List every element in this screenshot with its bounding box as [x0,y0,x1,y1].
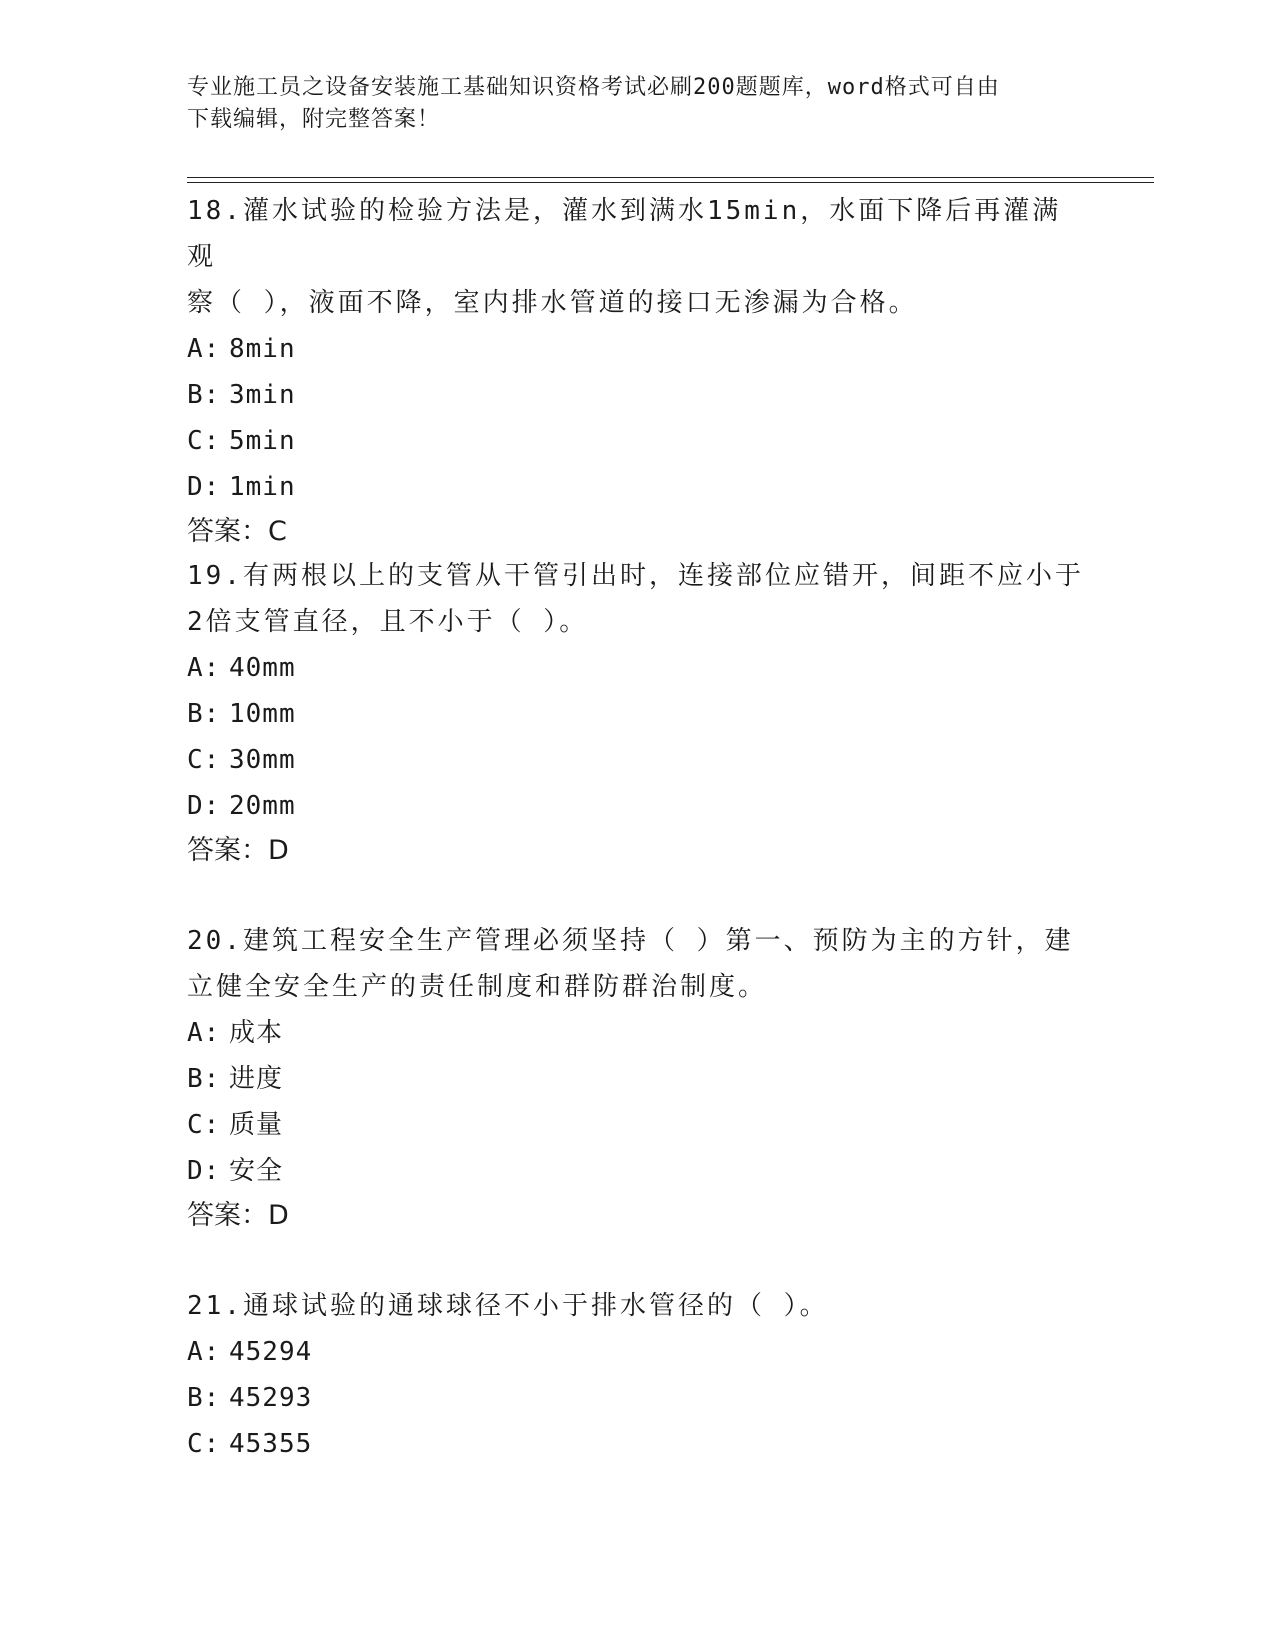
question-stem-line: 21.通球试验的通球球径不小于排水管径的（ ）。 [187,1291,829,1321]
option-text: 8min [229,334,296,364]
option-text: 30mm [229,745,296,775]
question-19 [187,553,1087,873]
question-stem-line: 立健全安全生产的责任制度和群防群治制度。 [187,972,768,1002]
option-key: C: [187,745,221,775]
option-b [187,372,1087,418]
option-key: D: [187,472,221,502]
option-key: A: [187,653,221,683]
option-key: A: [187,1018,221,1048]
option-d [187,1148,1087,1194]
question-18 [187,188,1087,554]
answer-line: 答案：D [187,835,289,866]
option-c [187,1102,1087,1148]
option-a [187,1010,1087,1056]
option-text: 3min [229,380,296,410]
header-divider-bottom [187,182,1154,183]
option-key: B: [187,699,221,729]
question-stem-line: 19.有两根以上的支管从干管引出时，连接部位应错开，间距不应小于 [187,561,1084,591]
option-text: 5min [229,426,296,456]
question-stem-line: 18.灌水试验的检验方法是，灌水到满水15min，水面下降后再灌满观 [187,196,1062,272]
option-text: 10mm [229,699,296,729]
question-stem-line: 2倍支管直径，且不小于（ ）。 [187,607,589,637]
option-key: B: [187,1383,221,1413]
question-21 [187,1283,1087,1467]
answer-line: 答案：C [187,516,287,547]
option-key: B: [187,1064,221,1094]
question-stem-line: 察（ ），液面不降，室内排水管道的接口无渗漏为合格。 [187,288,918,318]
option-c [187,737,1087,783]
header-line-2: 下载编辑，附完整答案！ [187,107,441,132]
option-key: A: [187,1337,221,1367]
option-key: A: [187,334,221,364]
option-key: C: [187,426,221,456]
option-text: 40mm [229,653,296,683]
option-a [187,645,1087,691]
option-key: C: [187,1110,221,1140]
question-20 [187,918,1087,1238]
option-text: 进度 [229,1064,284,1094]
header-line-1: 专业施工员之设备安装施工基础知识资格考试必刷200题题库，word格式可自由 [187,75,1000,100]
option-c [187,418,1087,464]
option-a [187,1329,1087,1375]
option-text: 45293 [229,1383,313,1413]
option-text: 20mm [229,791,296,821]
option-b [187,1375,1087,1421]
option-key: B: [187,380,221,410]
option-key: C: [187,1429,221,1459]
option-a [187,326,1087,372]
option-b [187,691,1087,737]
option-text: 1min [229,472,296,502]
option-d [187,783,1087,829]
option-text: 质量 [229,1110,284,1140]
answer-line: 答案：D [187,1200,289,1231]
header-divider-top [187,177,1154,178]
option-c [187,1421,1087,1467]
option-key: D: [187,791,221,821]
option-key: D: [187,1156,221,1186]
question-stem-line: 20.建筑工程安全生产管理必须坚持（ ）第一、预防为主的方针，建 [187,926,1074,956]
option-d [187,464,1087,510]
option-text: 安全 [229,1156,284,1186]
option-b [187,1056,1087,1102]
option-text: 45355 [229,1429,313,1459]
option-text: 45294 [229,1337,313,1367]
document-header [187,72,1067,136]
option-text: 成本 [229,1018,284,1048]
